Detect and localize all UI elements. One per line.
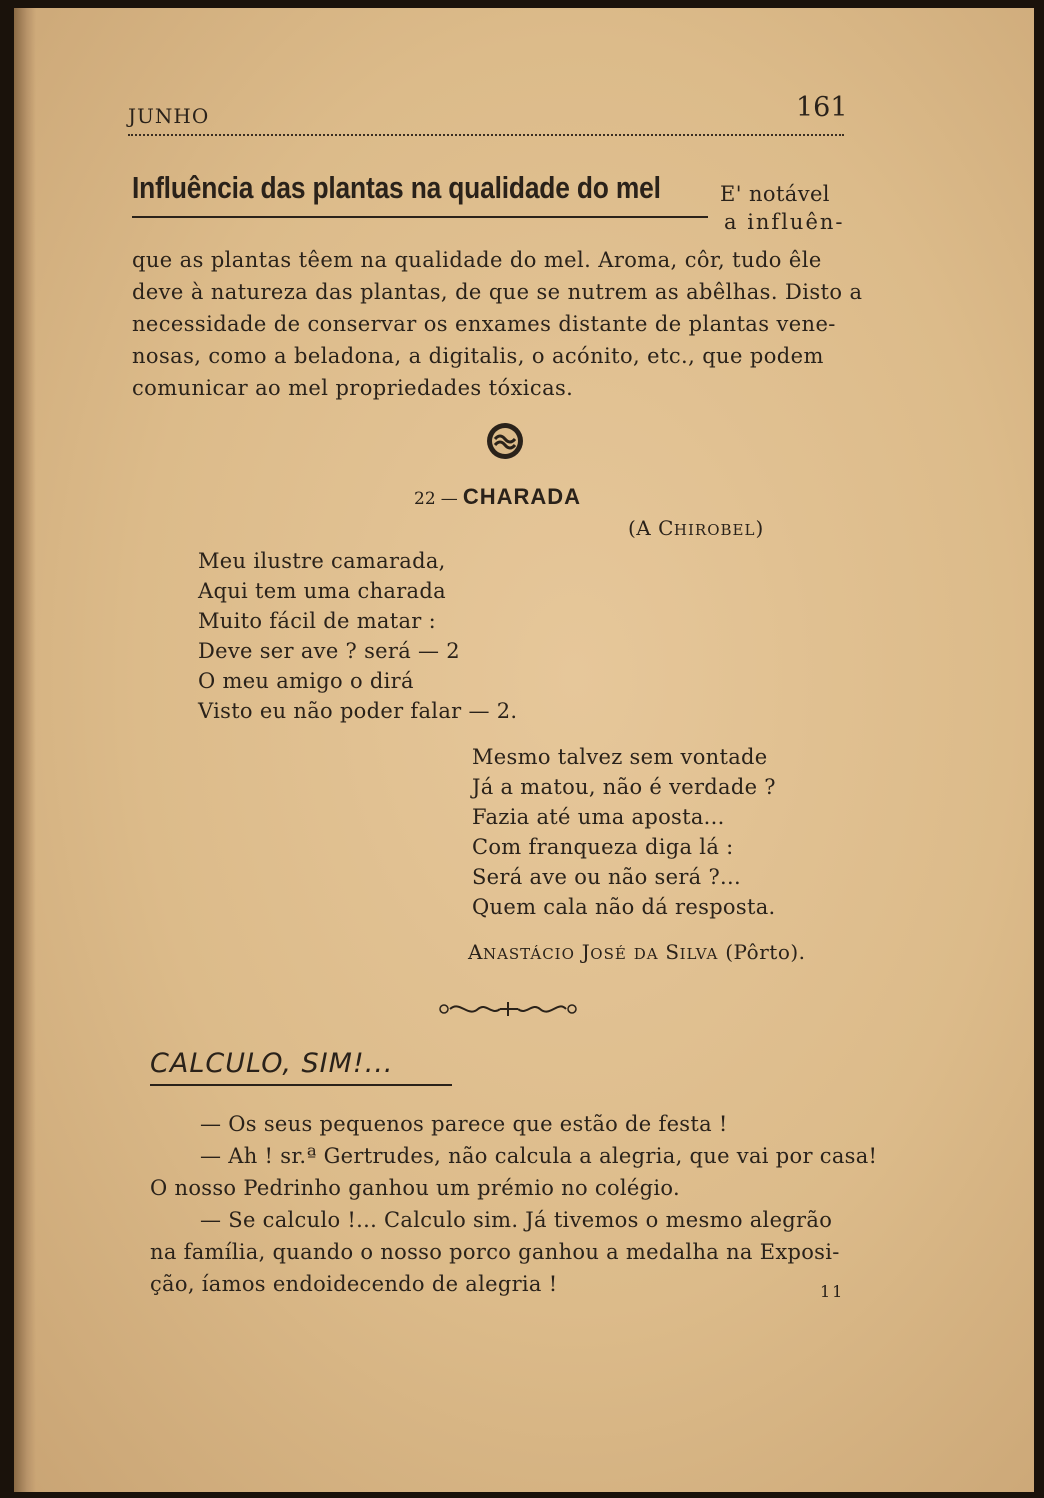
ornament-circle-icon bbox=[484, 420, 526, 462]
article-line: nosas, como a beladona, a digitalis, o acónito, etc., que podem bbox=[132, 344, 824, 368]
verse-line: Mesmo talvez sem vontade bbox=[472, 745, 768, 769]
page-number: 161 bbox=[796, 92, 848, 123]
verse-line: Deve ser ave ? será — 2 bbox=[198, 639, 460, 663]
article-lead-line-1: E' notável bbox=[720, 182, 830, 206]
verse-line: Com franqueza diga lá : bbox=[472, 835, 734, 859]
dialog-line: — Os seus pequenos parece que estão de festa ! bbox=[200, 1112, 728, 1136]
verse-line: O meu amigo o dirá bbox=[198, 669, 414, 693]
book-page bbox=[14, 8, 1034, 1492]
article-lead-line-2: a influên- bbox=[724, 210, 845, 234]
article-title: Influência das plantas na qualidade do mel bbox=[132, 170, 661, 205]
title-underline bbox=[132, 216, 708, 218]
charada-author bbox=[628, 516, 764, 540]
article2-title: CALCULO, SIM!... bbox=[150, 1048, 394, 1079]
page-spine-shadow bbox=[14, 8, 36, 1492]
sig-place: (Pôrto). bbox=[725, 940, 806, 964]
sig-part: OSÉ bbox=[590, 945, 627, 963]
dialog-line: O nosso Pedrinho ganhou um prémio no colégio. bbox=[150, 1176, 680, 1200]
article-body bbox=[132, 244, 862, 404]
verse-line: Quem cala não dá resposta. bbox=[472, 895, 776, 919]
author-initial: C bbox=[658, 516, 674, 540]
dialog-line: — Ah ! sr.ª Gertrudes, não calcula a alegria, que vai por casa! bbox=[200, 1144, 878, 1168]
header-rule bbox=[128, 134, 844, 136]
sig-part: J bbox=[581, 940, 591, 964]
verse-stanza-1 bbox=[198, 546, 517, 726]
article2-body bbox=[150, 1108, 878, 1300]
dialog-line: ção, íamos endoidecendo de alegria ! bbox=[150, 1272, 558, 1296]
author-rest: HIROBEL bbox=[673, 521, 756, 539]
signature-mark: 11 bbox=[820, 1282, 845, 1301]
charada-title: CHARADA bbox=[462, 484, 582, 509]
article2-underline bbox=[150, 1084, 452, 1086]
verse-line: Visto eu não poder falar — 2. bbox=[198, 699, 518, 723]
article-line: deve à natureza das plantas, de que se nutrem as abêlhas. Disto a bbox=[132, 280, 863, 304]
sig-part: NASTÁCIO bbox=[482, 945, 575, 963]
scroll-divider-icon bbox=[438, 998, 578, 1020]
verse-line: Já a matou, não é verdade ? bbox=[472, 775, 776, 799]
author-paren-close: ) bbox=[755, 516, 764, 540]
sig-part: A bbox=[468, 940, 483, 964]
charada-dash: — bbox=[440, 489, 458, 509]
verse-line: Meu ilustre camarada, bbox=[198, 549, 446, 573]
charada-signature bbox=[468, 940, 806, 964]
dialog-line: — Se calculo !... Calculo sim. Já tivemos o mesmo alegrão bbox=[200, 1208, 833, 1232]
author-paren-open: (A bbox=[628, 516, 659, 540]
charada-number: 22 bbox=[414, 489, 436, 509]
verse-line: Será ave ou não será ?... bbox=[472, 865, 741, 889]
article-line: que as plantas têem na qualidade do mel. Aroma, côr, tudo êle bbox=[132, 248, 822, 272]
sig-part: ILVA bbox=[679, 945, 719, 963]
verse-line: Fazia até uma aposta... bbox=[472, 805, 725, 829]
verse-line: Aqui tem uma charada bbox=[198, 579, 446, 603]
verse-stanza-2 bbox=[472, 742, 776, 922]
charada-heading bbox=[414, 484, 581, 510]
running-head: JUNHO bbox=[128, 104, 210, 128]
article-line: comunicar ao mel propriedades tóxicas. bbox=[132, 376, 574, 400]
sig-part: DA bbox=[633, 945, 659, 963]
sig-part: S bbox=[665, 940, 680, 964]
article-line: necessidade de conservar os enxames distante de plantas vene- bbox=[132, 312, 836, 336]
verse-line: Muito fácil de matar : bbox=[198, 609, 436, 633]
dialog-line: na família, quando o nosso porco ganhou a medalha na Exposi- bbox=[150, 1240, 840, 1264]
